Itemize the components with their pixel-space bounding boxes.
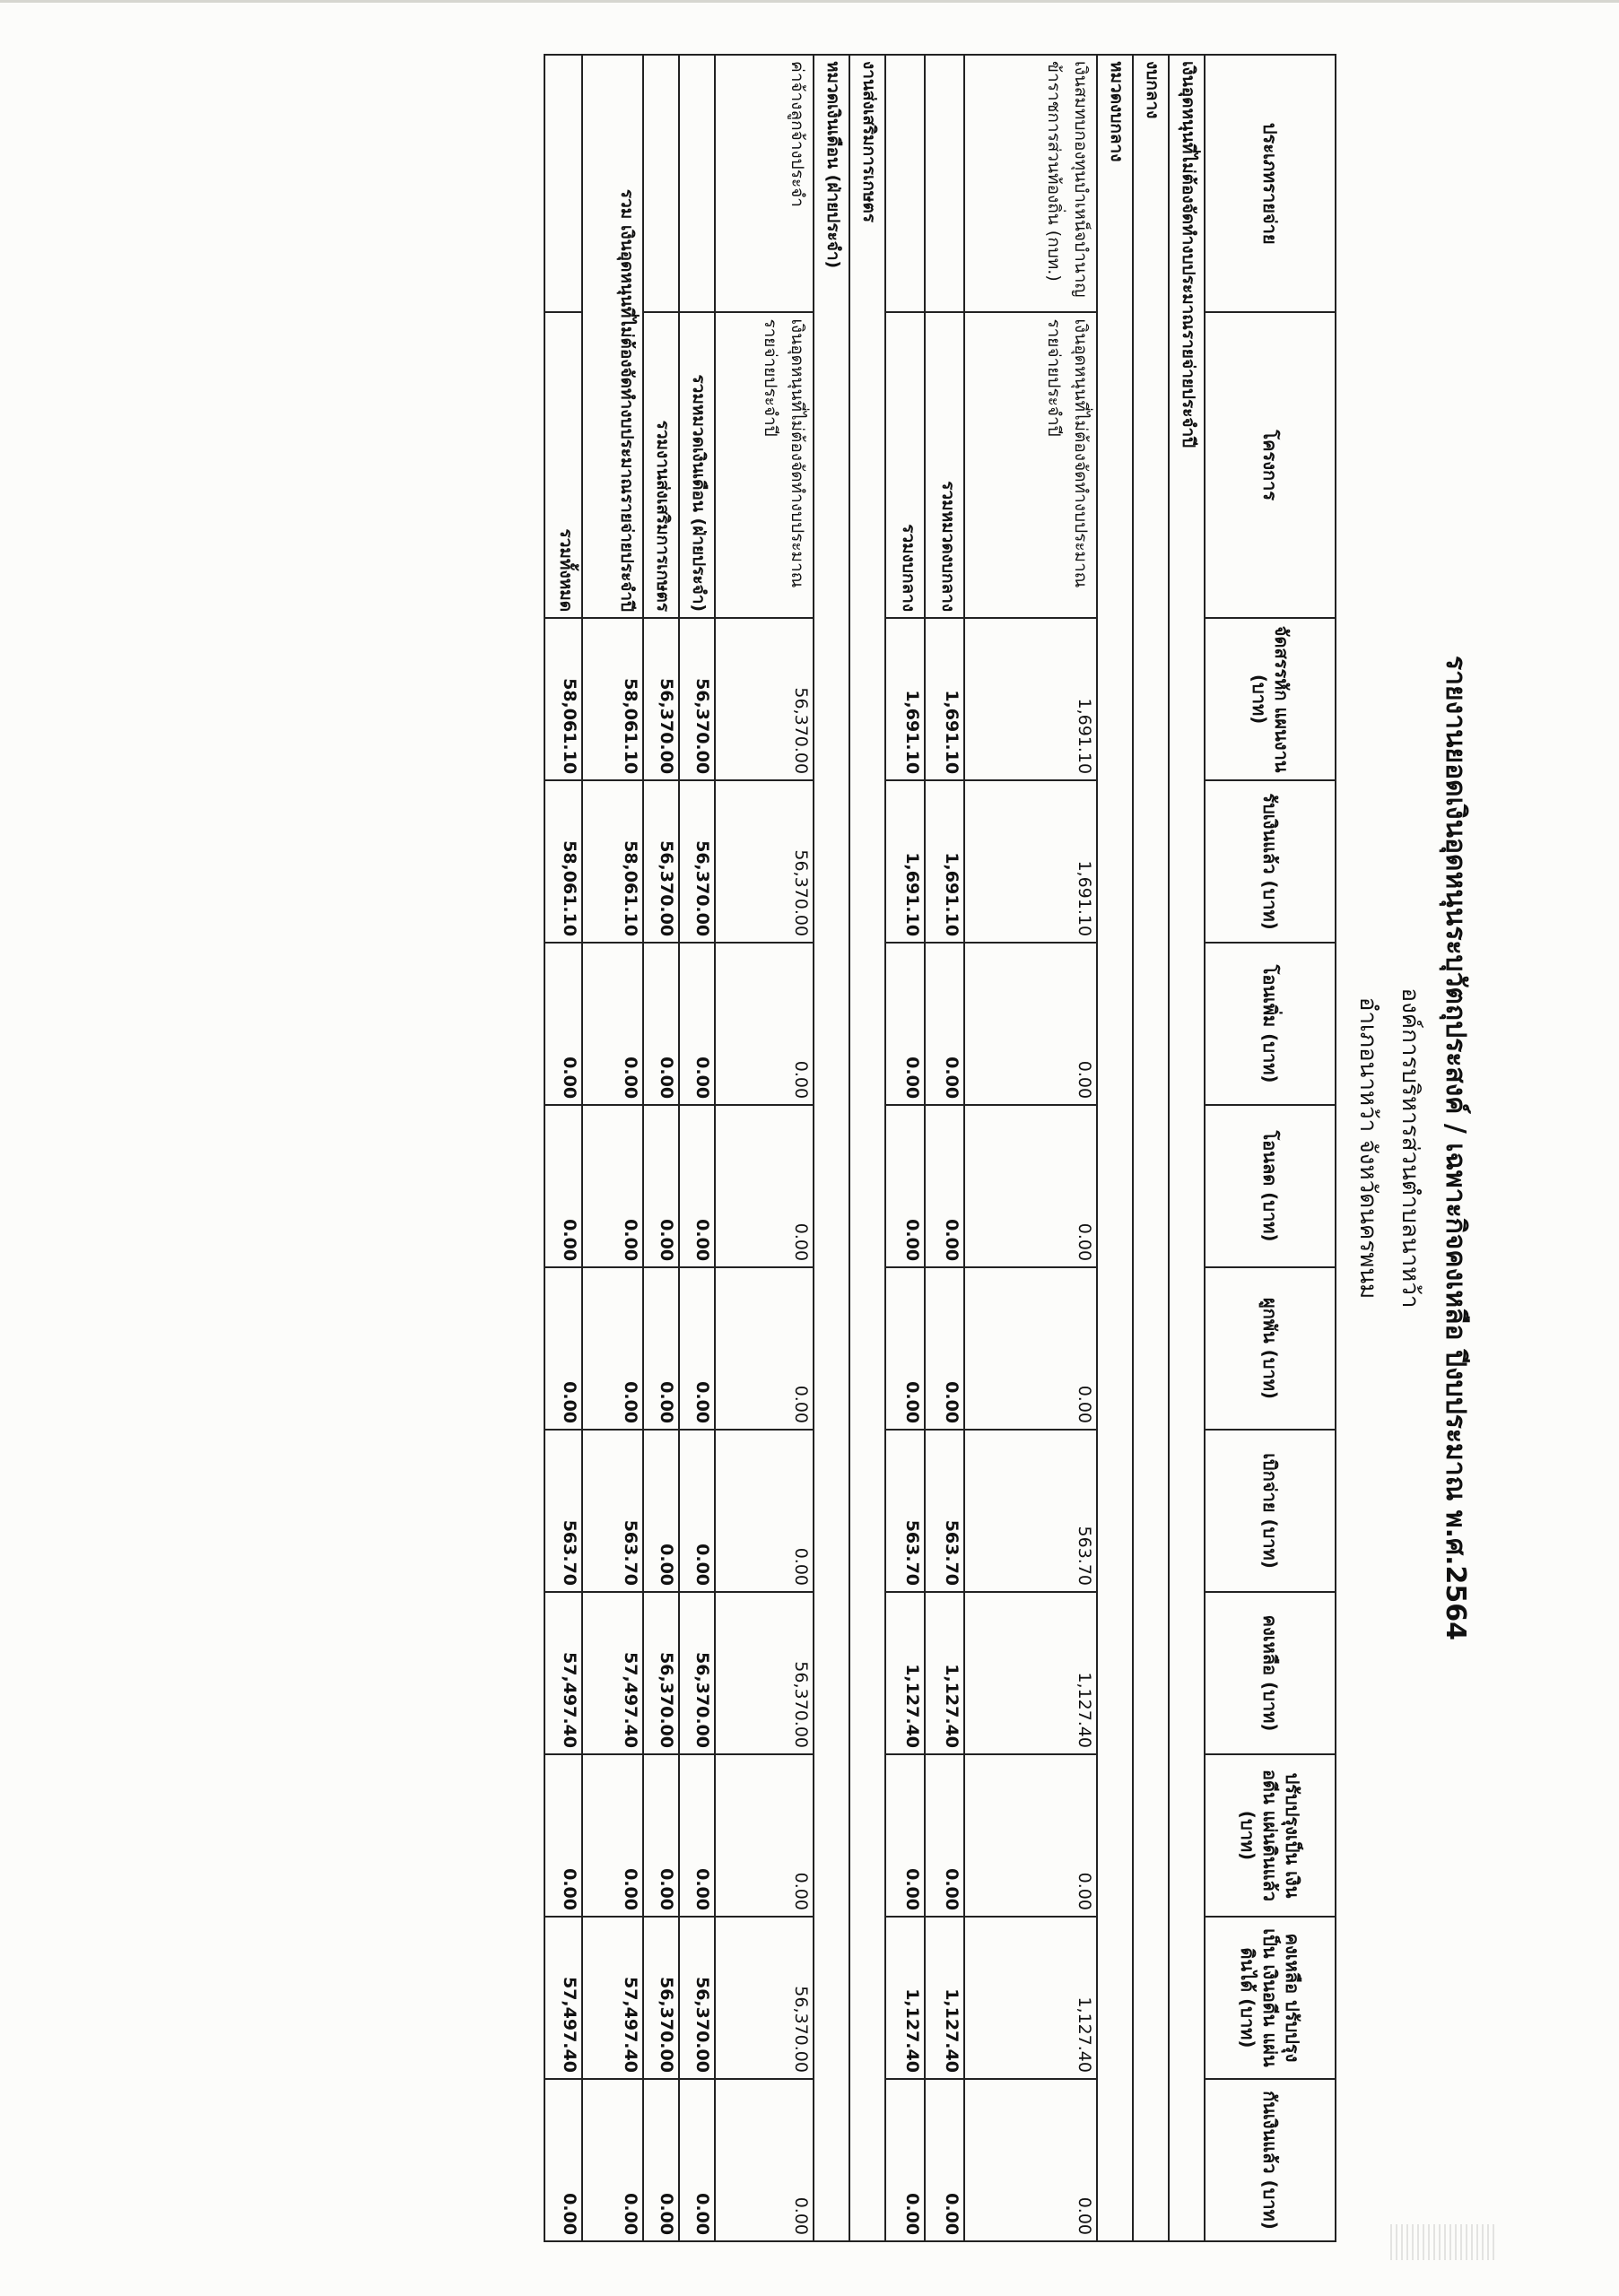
section-row (1133, 55, 1169, 2241)
cell-transfer-in: 0.00 (925, 943, 964, 1105)
cell-allocated: 56,370.00 (643, 618, 679, 780)
cell-allocated: 1,691.10 (964, 618, 1097, 780)
cell-adjustable: 56,370.00 (643, 1917, 679, 2079)
cell-transfer-out: 0.00 (582, 1105, 643, 1267)
cell-disbursed: 563.70 (885, 1430, 925, 1592)
col-header-allocated: จัดสรรหัก แผนงาน (บาท) (1205, 618, 1336, 780)
cell-disbursed: 0.00 (643, 1430, 679, 1592)
cell-allocated: 1,691.10 (885, 618, 925, 780)
cell-committed: 0.00 (544, 1267, 582, 1430)
section-plan-agri: งานส่งเสริมการเกษตร (849, 55, 885, 2241)
cell-transfer-out: 0.00 (885, 1105, 925, 1267)
cell-committed: 0.00 (715, 1267, 814, 1430)
cell-type: เงินสมทบกองทุนบำเหน็จบำนาญข้าราชการส่วนท้องถิ่น (กบท.) (964, 55, 1097, 312)
subtotal-row (643, 55, 679, 2241)
cell-committed: 0.00 (582, 1267, 643, 1430)
section-cat-central: หมวดงบกลาง (1097, 55, 1133, 2241)
table-row (964, 55, 1097, 2241)
cell-received: 58,061.10 (582, 780, 643, 943)
cell-received: 1,691.10 (885, 780, 925, 943)
report-heading (1350, 54, 1480, 2242)
col-header-adjusted: ปรับปรุงเป็น เงินอดีน แผ่นดินแล้ว (บาท) (1205, 1754, 1336, 1917)
subtotal-label: รวมงานส่งเสริมการเกษตร (643, 312, 679, 618)
subtotal-row (885, 55, 925, 2241)
subtotal-label: รวมหมวดเงินเดือน (ฝ่ายประจำ) (679, 312, 715, 618)
cell-transfer-in: 0.00 (885, 943, 925, 1105)
cell-remaining: 56,370.00 (679, 1592, 715, 1754)
cell-adjusted: 0.00 (715, 1754, 814, 1917)
cell-reserved: 0.00 (925, 2079, 964, 2241)
grand-total-label: รวมทั้งหมด (544, 312, 582, 618)
col-header-type: ประเภทรายจ่าย (1205, 55, 1336, 312)
cell-transfer-out: 0.00 (925, 1105, 964, 1267)
col-header-transfer-out: โอนลด (บาท) (1205, 1105, 1336, 1267)
cell-allocated: 56,370.00 (679, 618, 715, 780)
cell-committed: 0.00 (643, 1267, 679, 1430)
subtotal-row (679, 55, 715, 2241)
cell-disbursed: 563.70 (582, 1430, 643, 1592)
cell-adjusted: 0.00 (679, 1754, 715, 1917)
cell-adjusted: 0.00 (582, 1754, 643, 1917)
col-header-received: รับเงินแล้ว (บาท) (1205, 780, 1336, 943)
section-row (849, 55, 885, 2241)
cell-adjusted: 0.00 (964, 1754, 1097, 1917)
cell-project: เงินอุดหนุนที่ไม่ต้องจัดทำงบประมาณรายจ่ายประจำปี (715, 312, 814, 618)
cell-remaining: 1,127.40 (964, 1592, 1097, 1754)
cell-remaining: 57,497.40 (582, 1592, 643, 1754)
cell-adjustable: 1,127.40 (925, 1917, 964, 2079)
cell-remaining: 1,127.40 (885, 1592, 925, 1754)
cell-reserved: 0.00 (544, 2079, 582, 2241)
cell-adjustable: 57,497.40 (544, 1917, 582, 2079)
cell-transfer-in: 0.00 (582, 943, 643, 1105)
cell-disbursed: 0.00 (715, 1430, 814, 1592)
cell-reserved: 0.00 (715, 2079, 814, 2241)
cell-committed: 0.00 (925, 1267, 964, 1430)
cell-adjusted: 0.00 (885, 1754, 925, 1917)
cell-adjusted: 0.00 (544, 1754, 582, 1917)
cell-adjustable: 1,127.40 (964, 1917, 1097, 2079)
grand-total-row (544, 55, 582, 2241)
cell-remaining: 56,370.00 (715, 1592, 814, 1754)
col-header-adjustable: คงเหลือ ปรับปรุงเป็น เงินอดีน แผ่นดินได้ (บาท) (1205, 1917, 1336, 2079)
cell-disbursed: 563.70 (544, 1430, 582, 1592)
section-row (1169, 55, 1205, 2241)
cell-reserved: 0.00 (679, 2079, 715, 2241)
col-header-transfer-in: โอนเพิ่ม (บาท) (1205, 943, 1336, 1105)
organization-name: องค์การบริหารส่วนตำบลนาหว้า (1397, 987, 1423, 1309)
cell-reserved: 0.00 (885, 2079, 925, 2241)
cell-allocated: 56,370.00 (715, 618, 814, 780)
subtotal-label: รวมหมวดงบกลาง (925, 312, 964, 618)
cell-adjustable: 1,127.40 (885, 1917, 925, 2079)
header-row (1205, 55, 1336, 2241)
district-province: อำเภอนาหว้า จังหวัดนครพนม (1354, 996, 1381, 1300)
cell-remaining: 56,370.00 (643, 1592, 679, 1754)
cell-adjustable: 56,370.00 (715, 1917, 814, 2079)
cell-adjusted: 0.00 (925, 1754, 964, 1917)
cell-allocated: 58,061.10 (544, 618, 582, 780)
cell-project: เงินอุดหนุนที่ไม่ต้องจัดทำงบประมาณรายจ่ายประจำปี (964, 312, 1097, 618)
cell-received: 56,370.00 (679, 780, 715, 943)
cell-transfer-in: 0.00 (544, 943, 582, 1105)
col-header-project: โครงการ (1205, 312, 1336, 618)
col-header-disbursed: เบิกจ่าย (บาท) (1205, 1430, 1336, 1592)
cell-disbursed: 0.00 (679, 1430, 715, 1592)
section-row (814, 55, 849, 2241)
cell-received: 56,370.00 (715, 780, 814, 943)
cell-transfer-out: 0.00 (964, 1105, 1097, 1267)
col-header-reserved: กันเงินแล้ว (บาท) (1205, 2079, 1336, 2241)
cell-transfer-in: 0.00 (715, 943, 814, 1105)
cell-received: 1,691.10 (925, 780, 964, 943)
subtotal-label: รวม เงินอุดหนุนที่ไม่ต้องจัดทำงบประมาณรายจ่ายประจำปี (582, 55, 643, 618)
cell-committed: 0.00 (885, 1267, 925, 1430)
cell-reserved: 0.00 (643, 2079, 679, 2241)
cell-transfer-in: 0.00 (679, 943, 715, 1105)
scan-edge (0, 0, 1619, 3)
cell-remaining: 1,127.40 (925, 1592, 964, 1754)
cell-adjustable: 56,370.00 (679, 1917, 715, 2079)
cell-disbursed: 563.70 (964, 1430, 1097, 1592)
cell-received: 1,691.10 (964, 780, 1097, 943)
rotated-report (170, 54, 1480, 2242)
cell-transfer-out: 0.00 (544, 1105, 582, 1267)
cell-received: 58,061.10 (544, 780, 582, 943)
subsidy-balance-table (544, 54, 1336, 2242)
cell-adjustable: 57,497.40 (582, 1917, 643, 2079)
cell-allocated: 1,691.10 (925, 618, 964, 780)
cell-committed: 0.00 (964, 1267, 1097, 1430)
cell-allocated: 58,061.10 (582, 618, 643, 780)
cell-adjusted: 0.00 (643, 1754, 679, 1917)
section-cat-salary: หมวดเงินเดือน (ฝ่ายประจำ) (814, 55, 849, 2241)
scan-artifact (1390, 2224, 1498, 2260)
subtotal-row (925, 55, 964, 2241)
cell-committed: 0.00 (679, 1267, 715, 1430)
report-title: รายงานยอดเงินอุดหนุนระบุวัตถุประสงค์ / เฉพาะกิจคงเหลือ ปีงบประมาณ พ.ศ.2564 (1440, 656, 1471, 1640)
cell-transfer-in: 0.00 (643, 943, 679, 1105)
cell-reserved: 0.00 (582, 2079, 643, 2241)
subtotal-label: รวมงบกลาง (885, 312, 925, 618)
cell-reserved: 0.00 (964, 2079, 1097, 2241)
cell-transfer-out: 0.00 (715, 1105, 814, 1267)
cell-transfer-out: 0.00 (643, 1105, 679, 1267)
section-plan-central: งบกลาง (1133, 55, 1169, 2241)
cell-received: 56,370.00 (643, 780, 679, 943)
section-row (1097, 55, 1133, 2241)
cell-transfer-in: 0.00 (964, 943, 1097, 1105)
table-row (715, 55, 814, 2241)
cell-remaining: 57,497.40 (544, 1592, 582, 1754)
cell-disbursed: 563.70 (925, 1430, 964, 1592)
col-header-remaining: คงเหลือ (บาท) (1205, 1592, 1336, 1754)
cell-type: ค่าจ้างลูกจ้างประจำ (715, 55, 814, 312)
section-budget-type: เงินอุดหนุนที่ไม่ต้องจัดทำงบประมาณรายจ่ายประจำปี (1169, 55, 1205, 2241)
subtotal-row (582, 55, 643, 2241)
cell-transfer-out: 0.00 (679, 1105, 715, 1267)
col-header-committed: ผูกพัน (บาท) (1205, 1267, 1336, 1430)
